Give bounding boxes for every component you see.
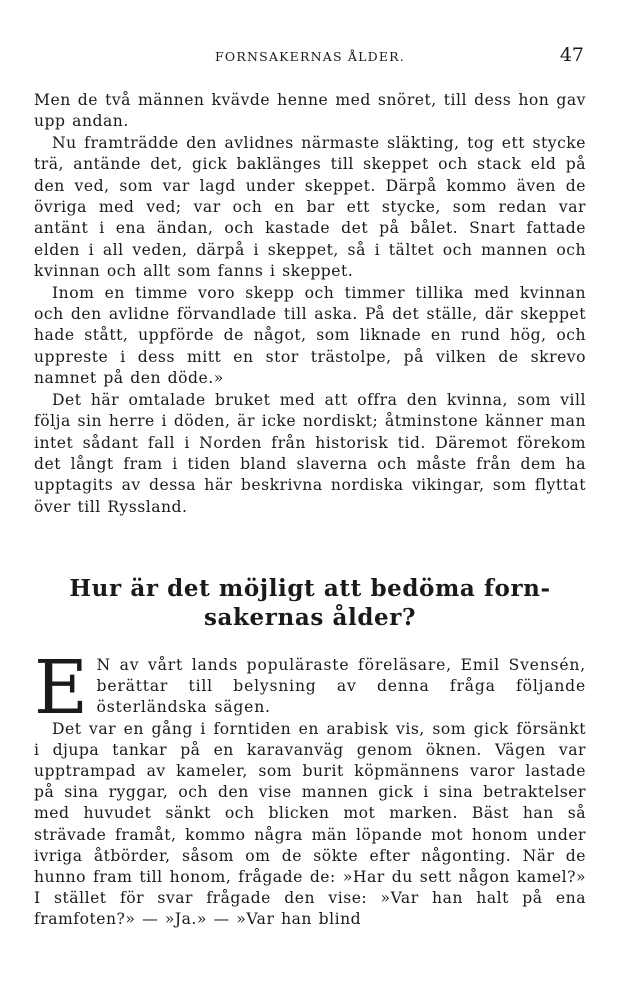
- lead-paragraph: [34, 645, 586, 731]
- section-body: [34, 645, 586, 931]
- lead-text: N av vårt lands populäraste föreläsare, Emil Svensén, berättar till belysning av denna fråga följande österländska sägen.: [96, 656, 586, 717]
- paragraph: Det här omtalade bruket med att offra den kvinna, som vill följa sin herre i döden, är icke nordiskt; åtminstone känner man intet sådant fall i Norden från historisk tid. Däremot förekom det långt fram i tiden bland slaverna och måste från dem ha upptagits av dessa här beskrivna nordiska vikingar, som flyttat över till Ryssland.: [34, 390, 586, 516]
- paragraph: Men de två männen kvävde henne med snöret, till dess hon gav upp andan.: [34, 91, 586, 131]
- page-number: 47: [559, 44, 584, 66]
- body-text: [34, 90, 586, 518]
- drop-cap: E: [34, 645, 89, 731]
- paragraph: Nu framträdde den avlidnes närmaste släkting, tog ett stycke trä, antände det, gick baklänges till skeppet och stack eld på den ved, som var lagd under skeppet. Därpå kommo även de övriga med ved; var och en bar ett stycke, som redan var antänt i ena ändan, och kastade det på bålet. Snart fattade elden i all veden, därpå i skeppet, så i tältet och mannen och kvinnan och allt som fanns i skeppet.: [34, 133, 586, 281]
- paragraph: Det var en gång i forntiden en arabisk vis, som gick försänkt i djupa tankar på en karavanväg genom öknen. Vägen var upptrampad av kameler, som burit köpmännens varor lastade på sina ryggar, och den vise mannen gick i sina betraktelser med huvudet sänkt och blicken mot marken. Bäst han så strävade framåt, kommo några män löpande mot honom under ivriga åtbörder, såsom om de sökte efter någonting. När de hunno fram till honom, frågade de: »Har du sett någon kamel?» I stället för svar frågade den vise: »Var han halt på ena framfoten?» — »Ja.» — »Var han blind: [34, 719, 586, 929]
- page-header: [34, 44, 586, 68]
- section-heading: [34, 574, 586, 632]
- paragraph: Inom en timme voro skepp och timmer tillika med kvinnan och den avlidne förvandlade till aska. På det ställe, där skeppet hade stått, uppförde de något, som liknade en rund hög, och uppreste i dess mitt en stor trästolpe, på vilken de skrevo namnet på den döde.»: [34, 283, 586, 388]
- section-heading-line: Hur är det möjligt att bedöma forn-: [69, 575, 551, 602]
- running-head: FORNSAKERNAS ÅLDER.: [215, 49, 405, 64]
- section-heading-line: sakernas ålder?: [203, 604, 417, 631]
